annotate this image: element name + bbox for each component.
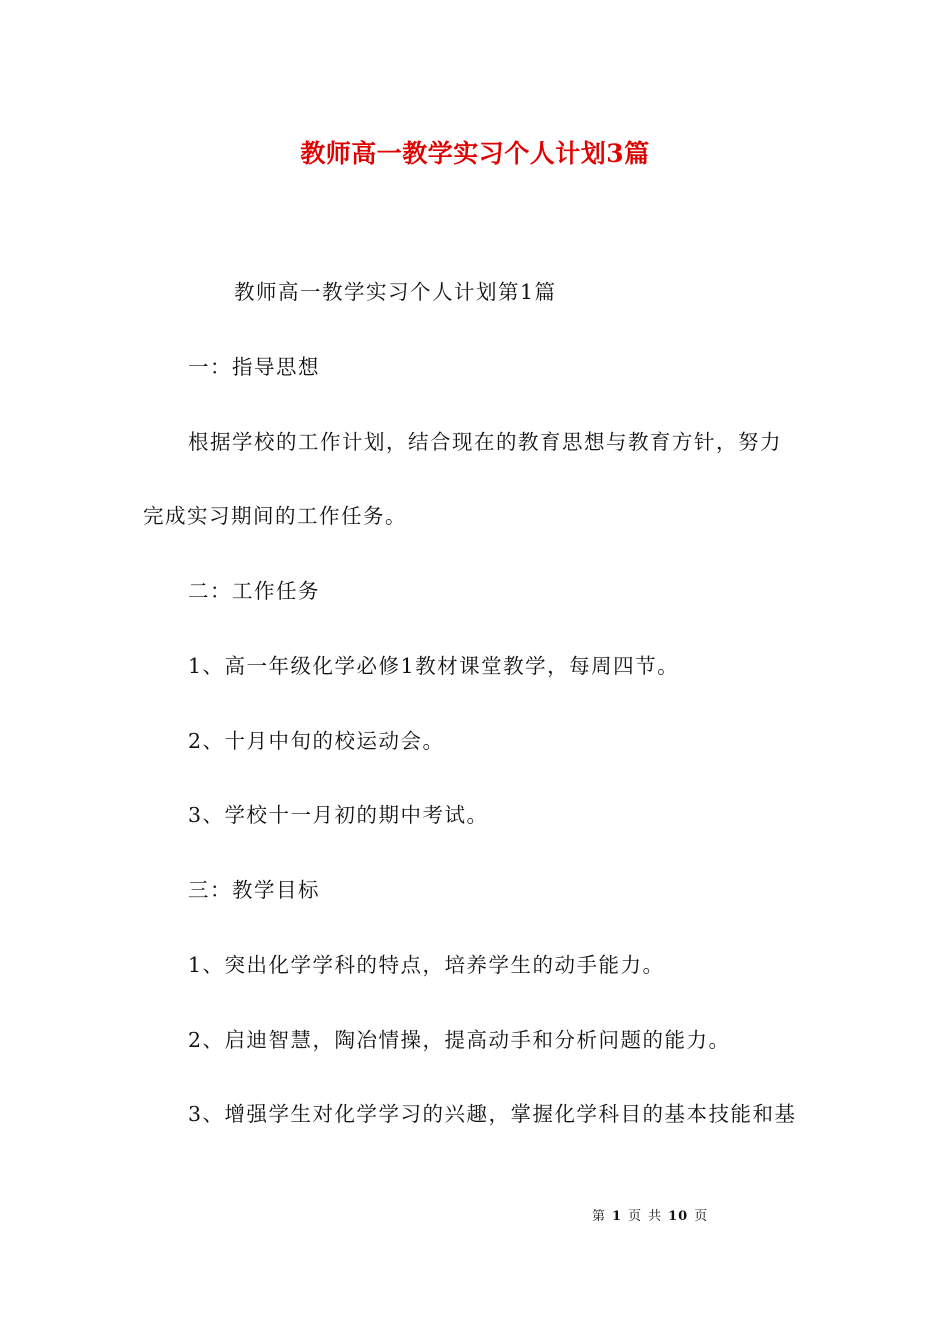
- list-item: 2、十月中旬的校运动会。: [188, 729, 445, 753]
- subheading: 一：指导思想: [188, 355, 320, 379]
- list-item: 2、启迪智慧，陶冶情操，提高动手和分析问题的能力。: [188, 1028, 731, 1052]
- footer-page-number: 1: [612, 1209, 623, 1224]
- list-item: 3、增强学生对化学学习的兴趣，掌握化学科目的基本技能和基: [188, 1102, 797, 1126]
- list-item: 1、高一年级化学必修1教材课堂教学，每周四节。: [188, 654, 680, 678]
- footer-total-label: 共: [648, 1209, 663, 1224]
- section-heading: 教师高一教学实习个人计划第1篇: [234, 280, 557, 304]
- document-title: 教师高一教学实习个人计划3篇: [300, 139, 650, 168]
- footer-total-pages: 10: [668, 1209, 689, 1224]
- footer-page-label: 页: [628, 1209, 643, 1224]
- paragraph-line: 根据学校的工作计划，结合现在的教育思想与教育方针，努力: [188, 430, 782, 454]
- subheading: 二：工作任务: [188, 579, 320, 603]
- page-footer: [592, 1207, 714, 1227]
- subheading: 三：教学目标: [188, 878, 320, 902]
- list-item: 1、突出化学学科的特点，培养学生的动手能力。: [188, 953, 665, 977]
- paragraph-line: 完成实习期间的工作任务。: [143, 504, 407, 528]
- list-item: 3、学校十一月初的期中考试。: [188, 803, 489, 827]
- footer-suffix: 页: [694, 1209, 709, 1224]
- footer-prefix: 第: [592, 1209, 607, 1224]
